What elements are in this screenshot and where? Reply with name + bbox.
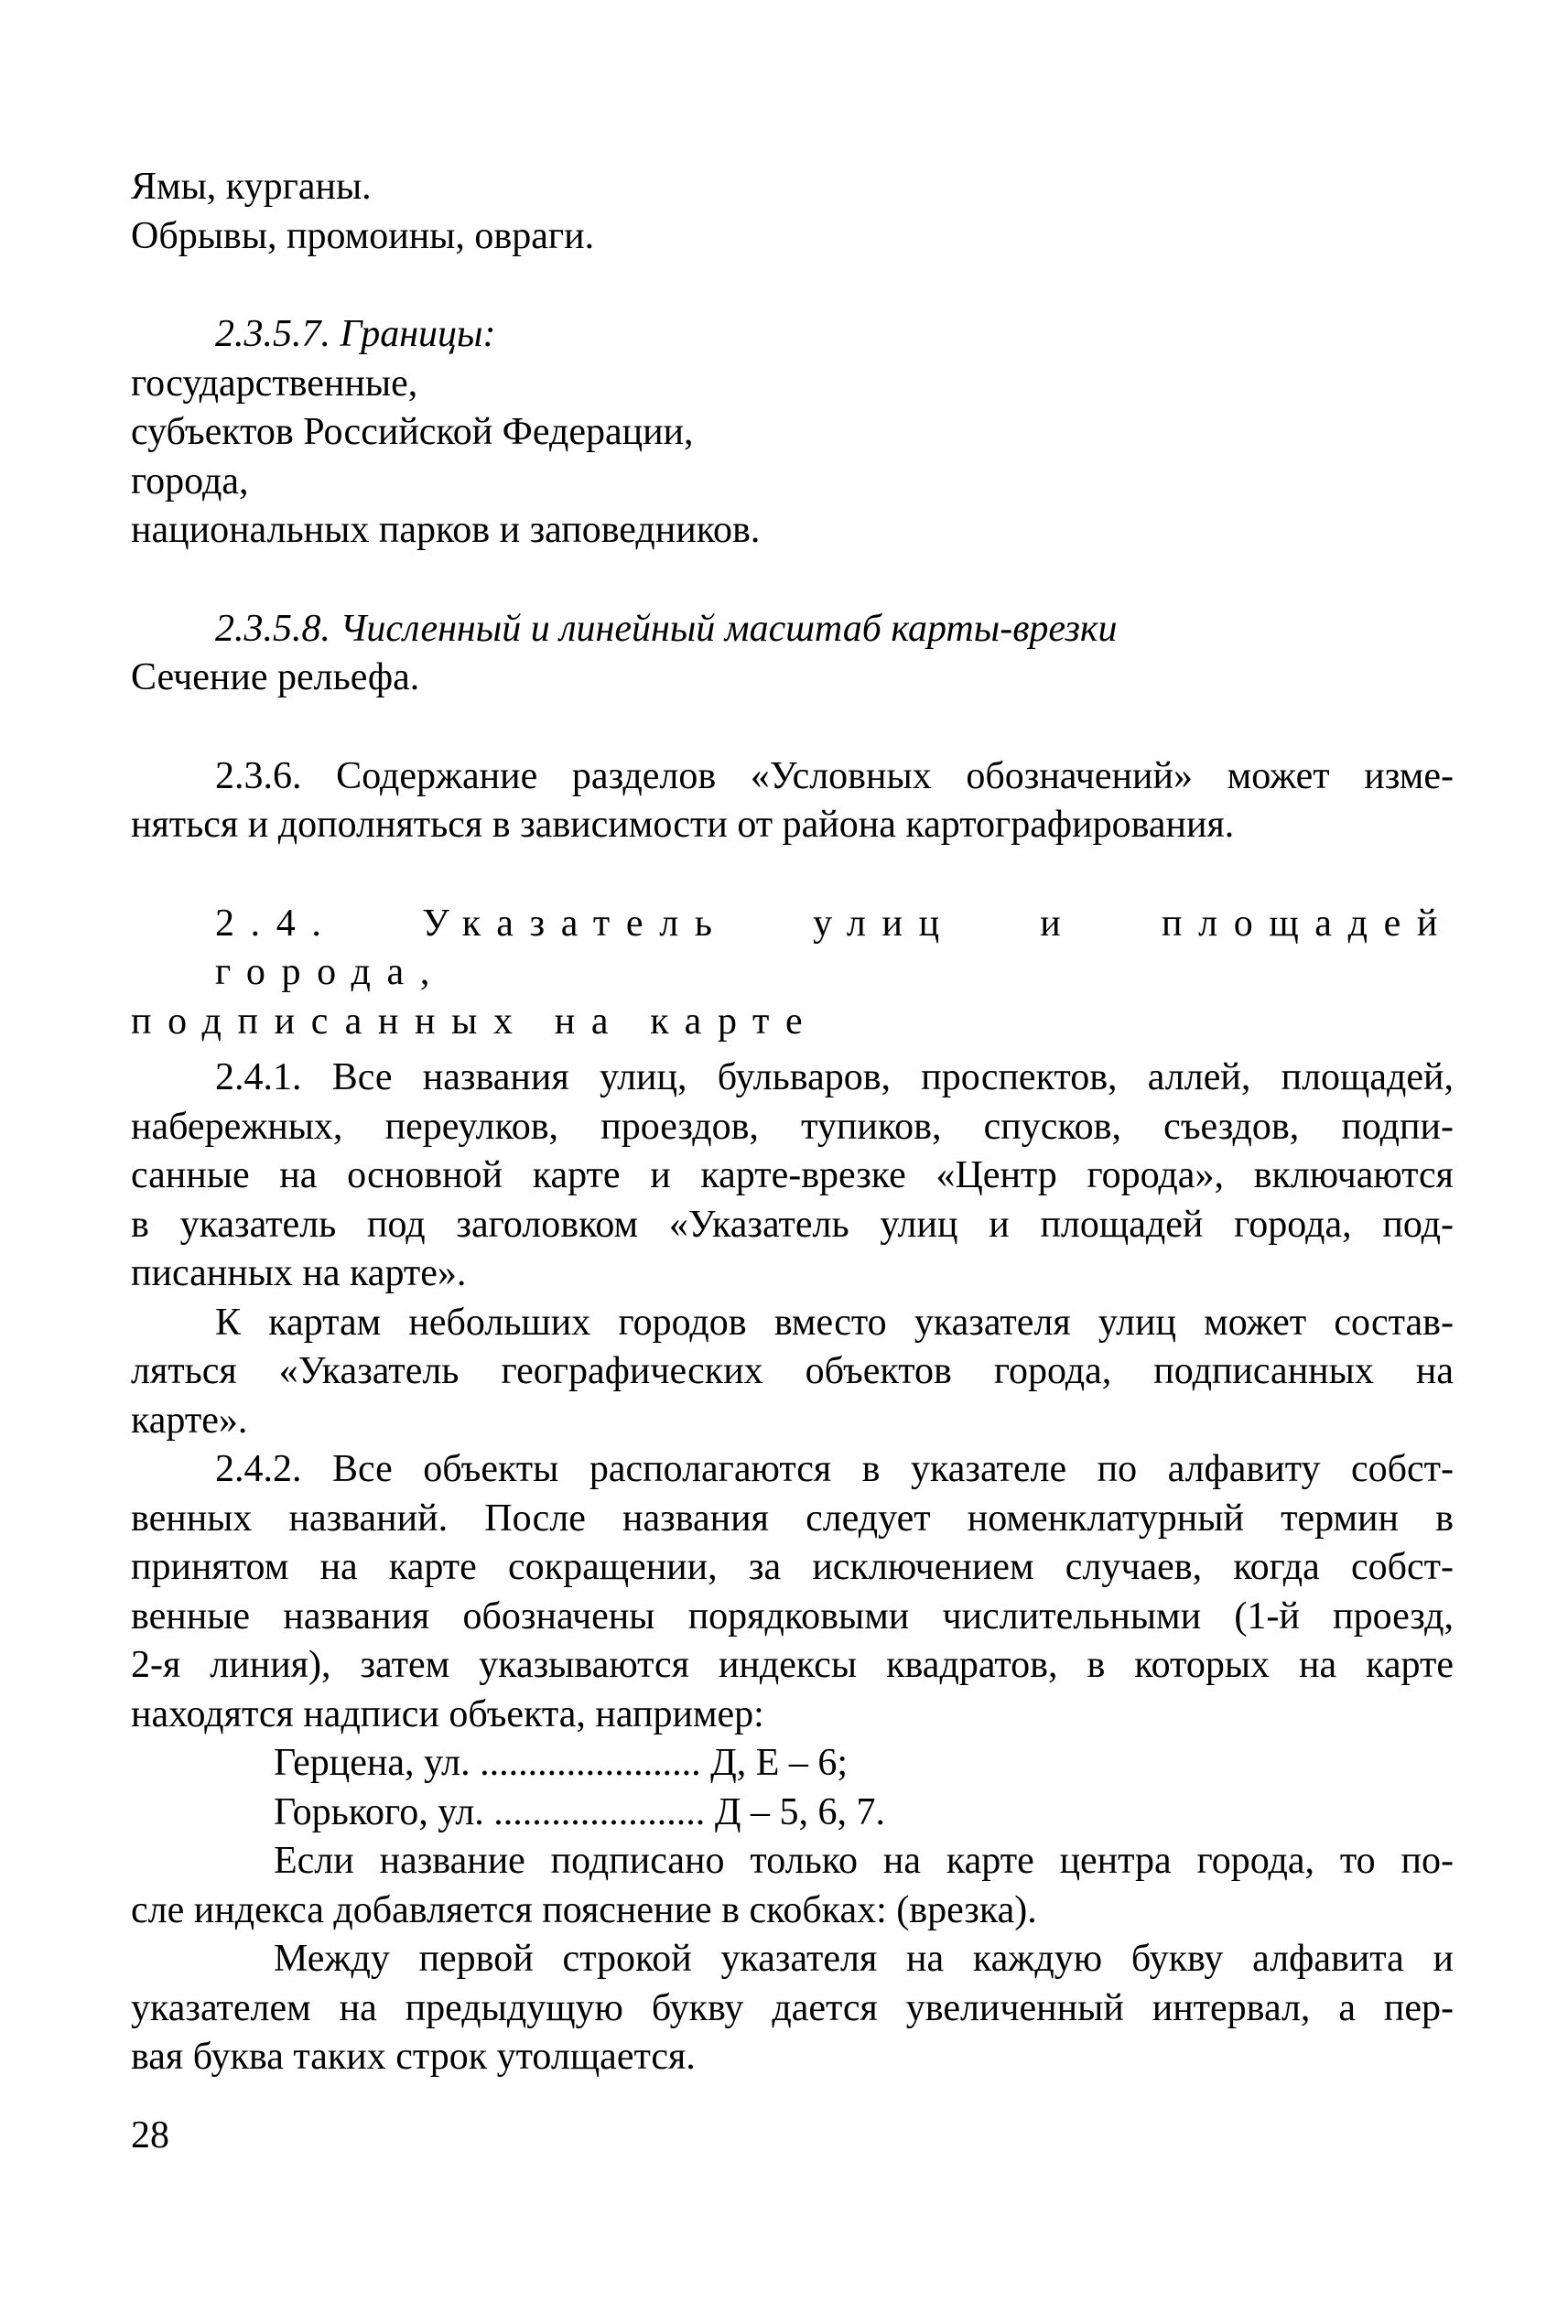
paragraph-242-line: венных названий. После названия следует номенклатурный термин в [131,1497,1454,1540]
subsection-heading-2357: 2.3.5.7. Границы: [215,313,496,355]
index-example-entry [131,1789,1454,1838]
paragraph-interval-line: вая буква таких строк утолщается. [131,2036,696,2078]
paragraph-241-line: набережных, переулков, проездов, тупиков, спусков, съездов, подпи- [131,1105,1454,1148]
page-body [131,163,1454,2082]
paragraph-small-cities-line: К картам небольших городов вместо указателя улиц может состав- [215,1301,1454,1344]
index-example-entry [131,1739,1454,1789]
paragraph-inset-line: Если название подписано только на карте центра города, то по- [274,1840,1454,1882]
index-example-name: Горького, ул. ...................... [274,1790,706,1833]
text-line: Сечение рельефа. [131,656,420,698]
paragraph-241-line: в указатель под заголовком «Указатель улиц и площадей города, под- [131,1203,1454,1246]
index-example-squares: Д – 5, 6, 7. [714,1790,885,1833]
paragraph-242-line: 2-я линия), затем указываются индексы квадратов, в которых на карте [131,1644,1454,1686]
text-line: государственные, [131,362,418,405]
section-heading-24: 2.4. Указатель улиц и площадей города, [215,902,1454,993]
spacer [131,1046,1454,1054]
page-number: 28 [131,2114,169,2156]
subsection-heading-2358: 2.3.5.8. Численный и линейный масштаб карты-врезки [215,607,1118,650]
paragraph-inset-line: сле индекса добавляется пояснение в скобках: (врезка). [131,1888,1037,1931]
index-example-name: Герцена, ул. ....................... [274,1742,701,1784]
paragraph-241-line: писанных на карте». [131,1252,467,1294]
text-line: национальных парков и заповедников. [131,509,761,551]
paragraph-241-line: 2.4.1. Все названия улиц, бульваров, проспектов, аллей, площадей, [215,1056,1454,1098]
paragraph-236-line: 2.3.6. Содержание разделов «Условных обозначений» может изме- [215,754,1454,797]
paragraph-interval-line: указателем на предыдущую букву дается увеличенный интервал, а пер- [131,1986,1454,2029]
paragraph-241-line: санные на основной карте и карте-врезке «Центр города», включаются [131,1154,1454,1196]
paragraph-small-cities-line: ляться «Указатель географических объектов города, подписанных на [131,1350,1454,1392]
paragraph-242-line: принятом на карте сокращении, за исключением случаев, когда собст- [131,1546,1454,1588]
text-line: города, [131,459,249,503]
spacer [131,703,1454,752]
spacer [131,850,1454,900]
text-line: субъектов Российской Федерации, [131,411,694,453]
paragraph-small-cities-line: карте». [131,1399,248,1442]
paragraph-242-line: находятся надписи объекта, например: [131,1692,764,1735]
paragraph-interval-line: Между первой строкой указателя на каждую букву алфавита и [274,1938,1454,1980]
paragraph-236-line: няться и дополняться в зависимости от района картографирования. [131,804,1235,846]
paragraph-242-line: 2.4.2. Все объекты располагаются в указателе по алфавиту собст- [215,1448,1454,1490]
spacer [131,261,1454,310]
paragraph-242-line: венные названия обозначены порядковыми числительными (1-й проезд, [131,1594,1454,1638]
text-line: Обрывы, промоины, овраги. [131,214,595,257]
spacer [131,556,1454,605]
section-heading-24-cont: подписанных на карте [131,1000,819,1043]
index-example-squares: Д, Е – 6; [710,1742,849,1784]
text-line: Ямы, курганы. [131,166,372,208]
